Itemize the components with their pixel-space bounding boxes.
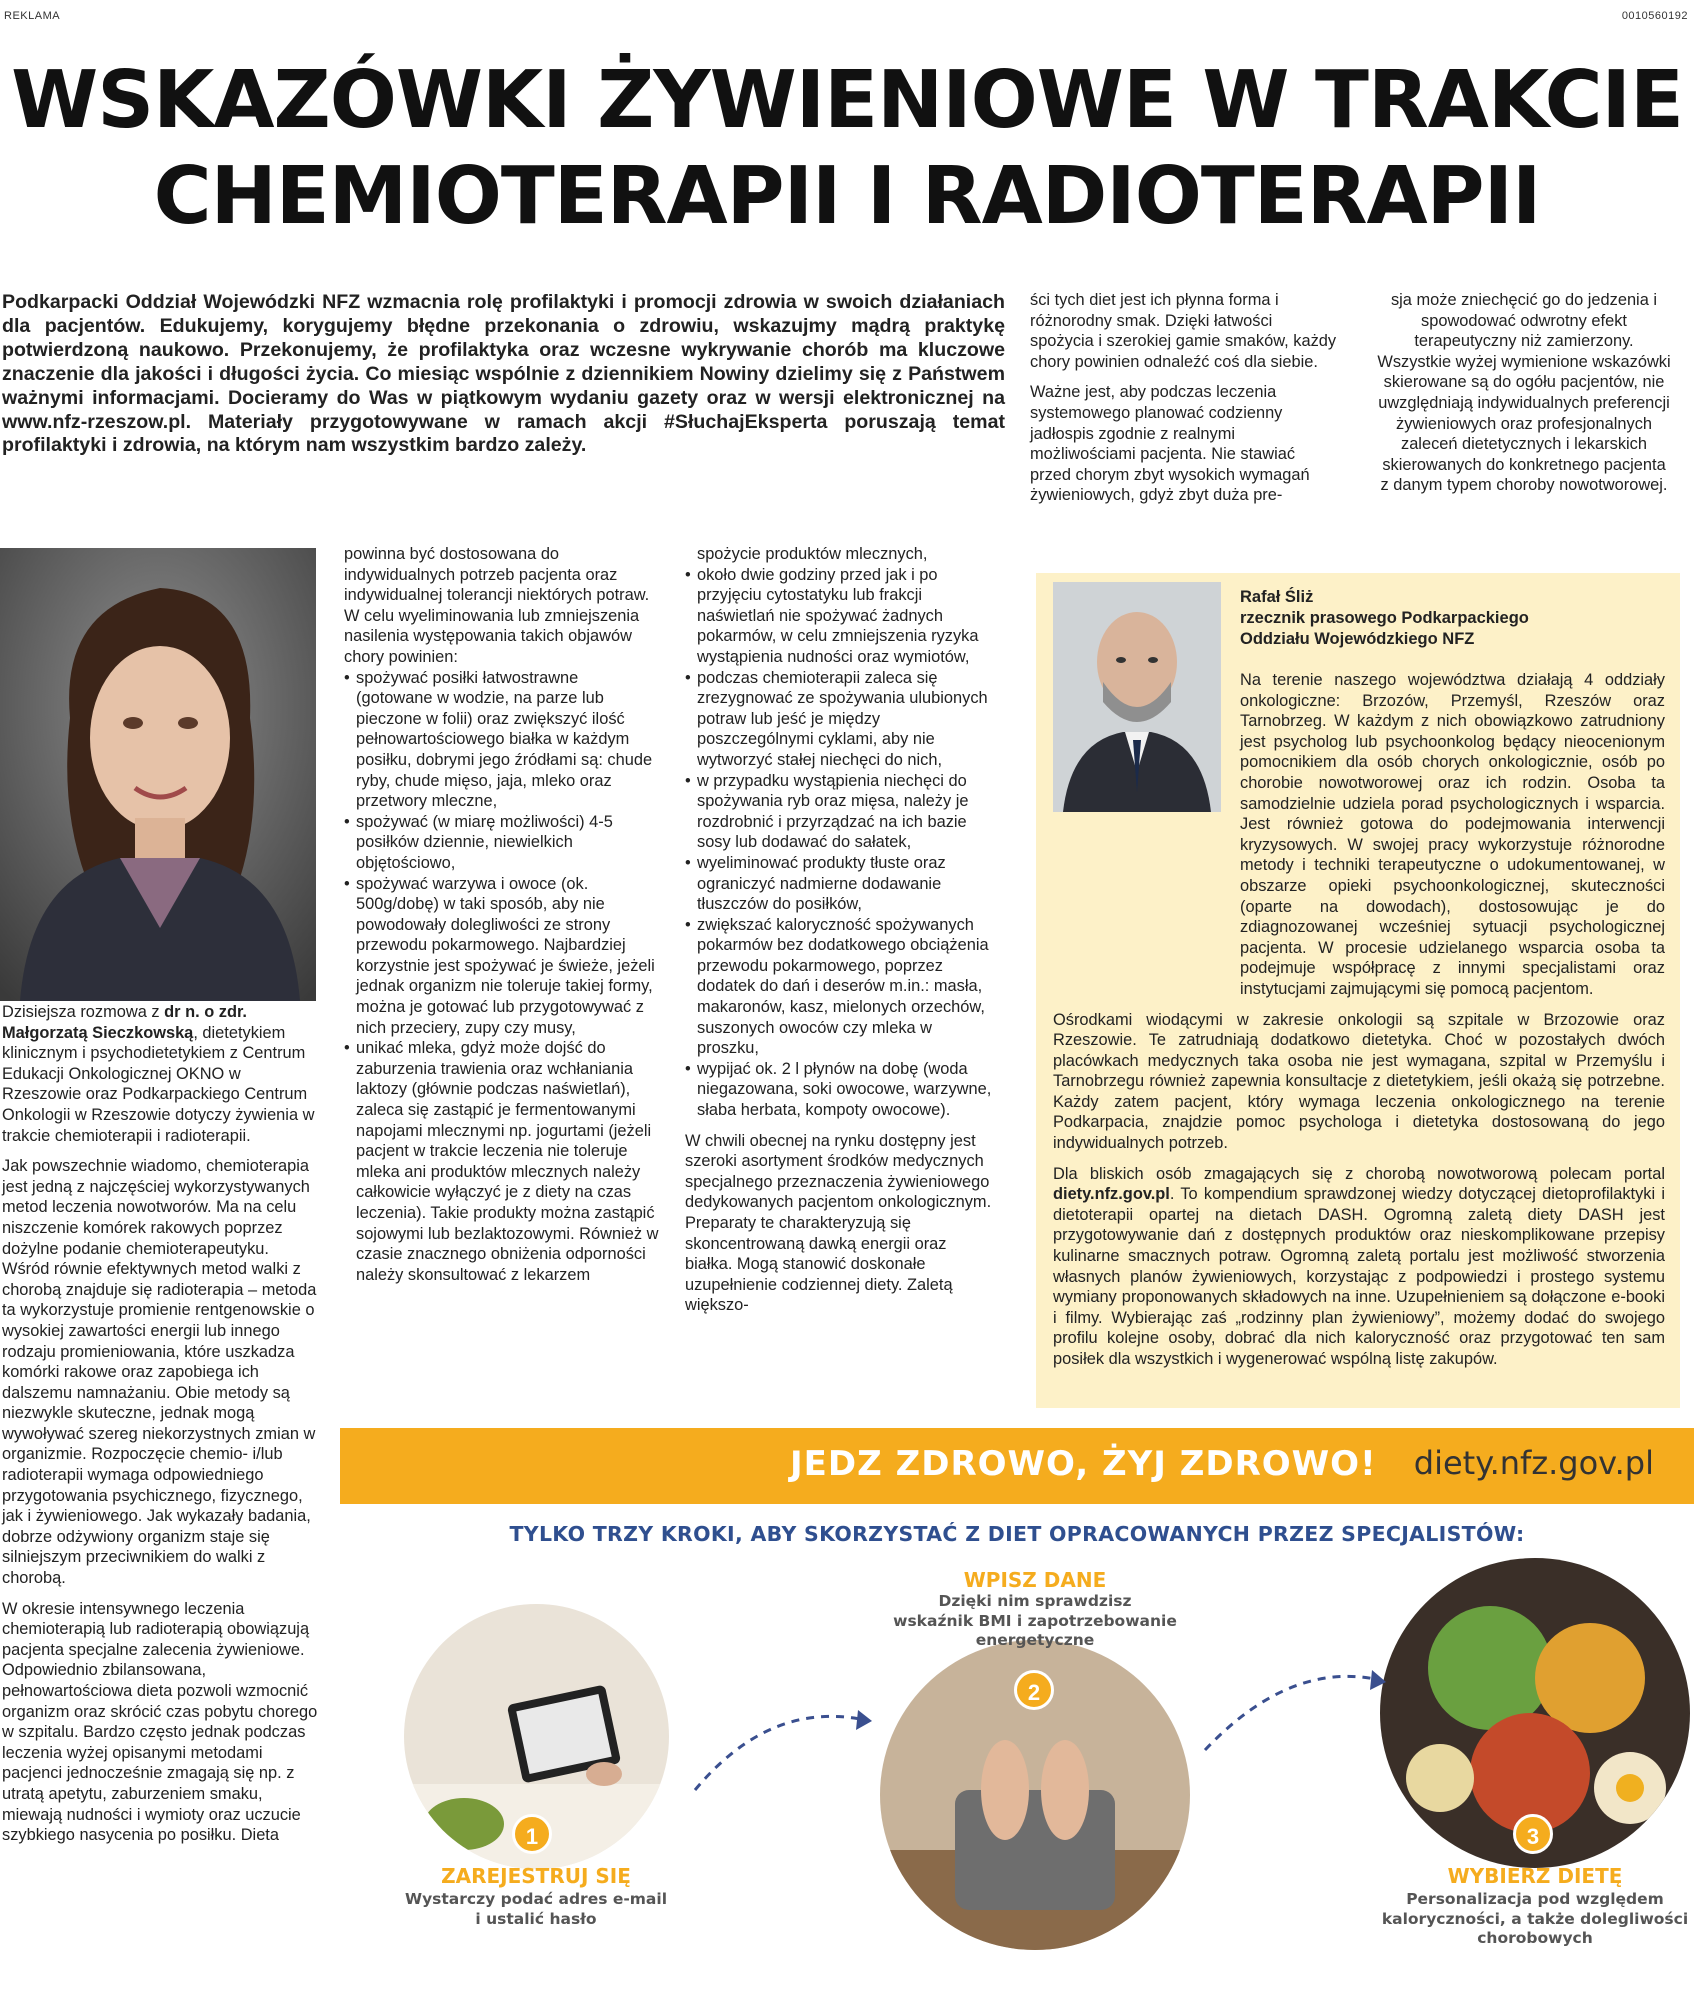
step-1-description: Wystarczy podać adres e-mail i ustalić hasło bbox=[404, 1890, 668, 1928]
recommendation-list bbox=[685, 565, 995, 1121]
paragraph: spożycie produktów mlecznych, bbox=[697, 545, 928, 563]
interview-intro: Dzisiejsza rozmowa z dr n. o zdr. Małgorzatą Sieczkowską, dietetykiem klinicznym i psychodietetykiem z Centrum Edukacji Onkologicznej OKNO w Rzeszowie oraz Podkarpackiego Centrum Onkologii w Rzeszowie dotyczy żywienia w trakcie chemioterapii i radioterapii. bbox=[2, 1003, 315, 1145]
paragraph: W chwili obecnej na rynku dostępny jest szeroki asortyment środków medycznych specjalnego przeznaczenia żywieniowego dedykowanych pacjentom onkologicznym. Preparaty te charakteryzują się skoncentrowaną dawką energii oraz białka. Mogą stanowić doskonałe uzupełnienie codziennej diety. Zaletą większo- bbox=[685, 1131, 992, 1315]
list-item: • wypijać ok. 2 l płynów na dobę (woda niegazowana, soki owocowe, warzywne, słaba herbata, kompoty owocowe). bbox=[685, 1059, 995, 1121]
recommendation-list bbox=[344, 668, 659, 1286]
spokesperson-statement bbox=[1053, 670, 1665, 1380]
author-role: rzecznik prasowego Podkarpackiego bbox=[1240, 609, 1529, 627]
step-3-description: Personalizacja pod względem kaloryczności, a także dolegliwości chorobowych bbox=[1381, 1890, 1689, 1947]
step-3-title: WYBIERZ DIETĘ bbox=[1447, 1864, 1623, 1888]
paragraph: Dla bliskich osób zmagających się z chorobą nowotworową polecam portal diety.nfz.gov.pl. To kompendium sprawdzonej wiedzy dotyczącej dietoprofilaktyki i dietoterapii opartej na dietach DASH. Ogromną zaletą diety DASH jest przygotowywanie dań z dostępnych produktów oraz nieskomplikowane przepisy kulinarne smacznych potraw. Ogromną zaletą portalu jest możliwość stworzenia własnych planów żywieniowych, korzystając z podpowiedzi i prostego systemu wymiany proponowanych składowych na inne. Uzupełnieniem są dołączone e-booki i filmy. Wybierając zaś „rodzinny plan żywieniowy”, możemy dodać do swojego profilu kolejne osoby, dobrać dla nich kaloryczność oraz przygotować ten sam posiłek dla wszystkich i wygenerować wspólną listę zakupów. bbox=[1053, 1164, 1665, 1368]
banner-slogan: JEDZ ZDROWO, ŻYJ ZDROWO! bbox=[790, 1444, 1377, 1484]
article-column-3 bbox=[685, 544, 995, 1326]
list-item: • spożywać posiłki łatwostrawne (gotowane w wodzie, na parze lub pieczone w folii) oraz zwiększyć ilość pełnowartościowego białka w każdym posiłku, dobrymi jego źródłami są: chude ryby, chude mięso, jaja, mleko oraz przetwory mleczne, bbox=[344, 668, 659, 812]
step-2-number: 2 bbox=[1014, 1670, 1054, 1710]
advert-code: 0010560192 bbox=[1621, 10, 1688, 22]
portrait-photo-dietitian bbox=[0, 548, 316, 1001]
step-2-description: Dzięki nim sprawdzisz wskaźnik BMI i zapotrzebowanie energetyczne bbox=[893, 1592, 1177, 1649]
list-item: • w przypadku wystąpienia niechęci do spożywania ryb oraz mięsa, należy je rozdrobnić i przyrządzać na ich bazie sosy lub dodawać do sałatek, bbox=[685, 771, 995, 853]
paragraph: Ośrodkami wiodącymi w zakresie onkologii są szpitale w Brzozowie oraz Rzeszowie. Te zatrudniają dodatkowo dietetyka. Choć w pozostałych dwóch placówkach medycznych taka osoba nie jest wymagana, szpital w Przemyślu i Tarnobrzegu również zapewnia konsultacje z dietetykiem, jeśli okażą się potrzebne. Każdy zatem pacjent, który wymaga leczenia onkologicznego na terenie Podkarpacia, znajdzie pomoc psychologa i dietetyka dostosowaną do jego indywidualnych potrzeb. bbox=[1053, 1010, 1665, 1153]
headline-line-2: CHEMIOTERAPII I RADIOTERAPII bbox=[153, 150, 1541, 242]
lead-paragraph: Podkarpacki Oddział Wojewódzki NFZ wzmacnia rolę profilaktyki i promocji zdrowia w swoich działaniach dla pacjentów. Edukujemy, korygujemy błędne przekonania o zdrowiu, wskazujmy mądrą praktykę potwierdzoną naukowo. Przekonujemy, że profilaktyka oraz wczesne wykrywanie chorób ma kluczowe znaczenie dla jakości i długości życia. Co miesiąc wspólnie z dziennikiem Nowiny dzielimy się z Państwem ważnymi informacjami. Docieramy do Was w piątkowym wydaniu gazety oraz w wersji elektronicznej na www.nfz-rzeszow.pl. Materiały przygotowywane w ramach akcji #SłuchajEksperta poruszają temat profilaktyki i zdrowia, na którym nam wszystkim bardzo zależy. bbox=[2, 291, 1005, 457]
list-item: • około dwie godziny przed jak i po przyjęciu cytostatyku lub frakcji naświetlań nie spożywać żadnych pokarmów, w celu zmniejszenia ryzyka wystąpienia nudności oraz wymiotów, bbox=[685, 565, 995, 668]
paragraph: Ważne jest, aby podczas leczenia systemowego planować codzienny jadłospis zgodnie z realnymi możliwościami pacjenta. Nie stawiać przed chorym zbyt wysokich wymagań żywieniowych, gdyż zbyt duża pre- bbox=[1030, 383, 1310, 505]
step-1-title: ZAREJESTRUJ SIĘ bbox=[441, 1864, 631, 1888]
paragraph: sja może zniechęcić go do jedzenia i spowodować odwrotny efekt terapeutyczny niż zamierzony. Wszystkie wyżej wymienione wskazówki skierowane są do ogółu pacjentów, nie uwzględniają indywidualnych preferencji żywieniowych oraz profesjonalnych zaleceń dietetycznych i lekarskich skierowanych do konkretnego pacjenta z danym typem choroby nowotworowej. bbox=[1377, 291, 1671, 495]
page-title bbox=[0, 52, 1694, 244]
author-signature bbox=[1240, 587, 1529, 650]
paragraph: W okresie intensywnego leczenia chemioterapią lub radioterapią obowiązują pacjenta specjalne zalecenia żywieniowe. Odpowiednio zbilansowana, pełnowartościowa dieta pozwoli wzmocnić organizm oraz skrócić czas pobytu chorego w szpitalu. Bardzo często jednak podczas leczenia wyżej opisanymi metodami pacjenci jednocześnie zmagają się np. z utratą apetytu, zaburzeniem smaku, miewają nudności i wymioty oraz uczucie szybkiego nasycenia po posiłku. Dieta bbox=[2, 1599, 318, 1845]
list-item: • zwiększać kaloryczność spożywanych pokarmów bez dodatkowego obciążenia przewodu pokarmowego, poprzez dodatek do dań i deserów m.in.: masła, makaronów, kasz, mielonych orzechów, suszonych owoców czy mleka w proszku, bbox=[685, 915, 995, 1059]
author-name: Rafał Śliż bbox=[1240, 588, 1314, 606]
list-item: • wyeliminować produkty tłuste oraz ograniczyć nadmierne dodawanie tłuszczów do posiłków, bbox=[685, 853, 995, 915]
headline-line-1: WSKAZÓWKI ŻYWIENIOWE W TRAKCIE bbox=[11, 54, 1683, 146]
author-role: Oddziału Wojewódzkiego NFZ bbox=[1240, 630, 1475, 648]
steps-heading: TYLKO TRZY KROKI, ABY SKORZYSTAĆ Z DIET OPRACOWANYCH PRZEZ SPECJALISTÓW: bbox=[509, 1522, 1525, 1546]
article-column-5 bbox=[1377, 290, 1671, 506]
list-item: • podczas chemioterapii zaleca się zrezygnować ze spożywania ulubionych potraw lub jeść je między poszczególnymi cyklami, aby nie wytworzyć stałej niechęci do nich, bbox=[685, 668, 995, 771]
list-item: • unikać mleka, gdyż może dojść do zaburzenia trawienia oraz wchłaniania laktozy (głównie podczas naświetlań), zaleca się zastąpić je fermentowanymi napojami mlecznymi np. jogurtami (jeżeli pacjent w trakcie leczenia nie toleruje mleka ani produktów mlecznych należy całkowicie wyłączyć je z diety na czas leczenia). Takie produkty można zastąpić sojowymi lub bezlaktozowymi. Również w czasie znacznego obniżenia odporności należy skonsultować z lekarzem bbox=[344, 1038, 659, 1285]
paragraph: Jak powszechnie wiadomo, chemioterapia jest jedną z najczęściej wykorzystywanych metod leczenia nowotworów. Ma na celu niszczenie komórek rakowych poprzez dożylne podanie chemioterapeutyku. Wśród równie efektywnych metod walki z chorobą znajduje się radioterapia – metoda ta wykorzystuje promienie rentgenowskie o wysokiej zawartości energii lub innego rodzaju promieniowania, które uszkadza komórki rakowe oraz zapobiega ich dalszemu namnażaniu. Obie metody są niezwykle skuteczne, jednak mogą wywoływać szereg niekorzystnych zmian w organizmie. Rozpoczęcie chemio- i/lub radioterapii wymaga odpowiedniego przygotowania psychicznego, fizycznego, jak i żywieniowego. Jak wykazały badania, dobrze odżywiony organizm staje się silniejszym przeciwnikiem do walki z chorobą. bbox=[2, 1157, 317, 1588]
step-2-title: WPISZ DANE bbox=[963, 1568, 1107, 1592]
paragraph: powinna być dostosowana do indywidualnych potrzeb pacjenta oraz indywidualnej tolerancji niektórych potraw. W celu wyeliminowania lub zmniejszenia nasilenia występowania takich objawów chory powinien: bbox=[344, 545, 650, 666]
article-column-1 bbox=[2, 1002, 320, 1856]
article-column-2 bbox=[344, 544, 659, 1285]
arrow-step1-to-step2 bbox=[690, 1680, 880, 1800]
article-column-4 bbox=[1030, 290, 1340, 516]
step-3-number: 3 bbox=[1513, 1814, 1553, 1854]
list-item: • spożywać (w miarę możliwości) 4-5 posiłków dziennie, niewielkich objętościowo, bbox=[344, 812, 659, 874]
paragraph: Na terenie naszego województwa działają 4 oddziały onkologiczne: Brzozów, Przemyśl, Rzeszów oraz Tarnobrzeg. W każdym z nich obowiązkowo zatrudniony jest psycholog lub psychoonkolog będący nieocenionym pomocnikiem dla osób chorych onkologicznie, osób po chorobie nowotworowej oraz ich rodzin. Osoba ta samodzielnie udziela porad psychologicznych i wsparcia. Jest również gotowa do podejmowania interwencji kryzysowych. W swojej pracy wykorzystuje różnorodne metody i techniki terapeutyczne o udokumentowanej, w obszarze opieki psychoonkologicznej, skuteczności (oparte na dowodach), dostosowując je do zdiagnozowanej wcześniej sytuacji psychologicznej pacjenta. W procesie udzielanego wsparcia osoba ta podejmuje współpracę z innymi specjalistami oraz instytucjami zajmującymi się pomocą pacjentom. bbox=[1240, 671, 1665, 998]
paragraph: ści tych diet jest ich płynna forma i różnorodny smak. Dzięki łatwości spożycia i szerokiej gamie smaków, każdy chory powinien odnaleźć coś dla siebie. bbox=[1030, 291, 1337, 371]
portal-link[interactable]: diety.nfz.gov.pl bbox=[1053, 1185, 1170, 1204]
arrow-step2-to-step3 bbox=[1200, 1640, 1390, 1760]
step-1-number: 1 bbox=[512, 1814, 552, 1854]
advert-label: REKLAMA bbox=[4, 10, 61, 22]
promo-banner bbox=[340, 1428, 1694, 1504]
banner-url[interactable]: diety.nfz.gov.pl bbox=[1413, 1444, 1654, 1482]
list-item: • spożywać warzywa i owoce (ok. 500g/dobę) w taki sposób, aby nie powodowały dolegliwości ze strony przewodu pokarmowego. Najbardziej korzystnie jest spożywać je świeże, jeżeli jednak organizm nie toleruje takiej formy, można je gotować lub przygotowywać z nich przeciery, zupy czy musy, bbox=[344, 874, 659, 1039]
